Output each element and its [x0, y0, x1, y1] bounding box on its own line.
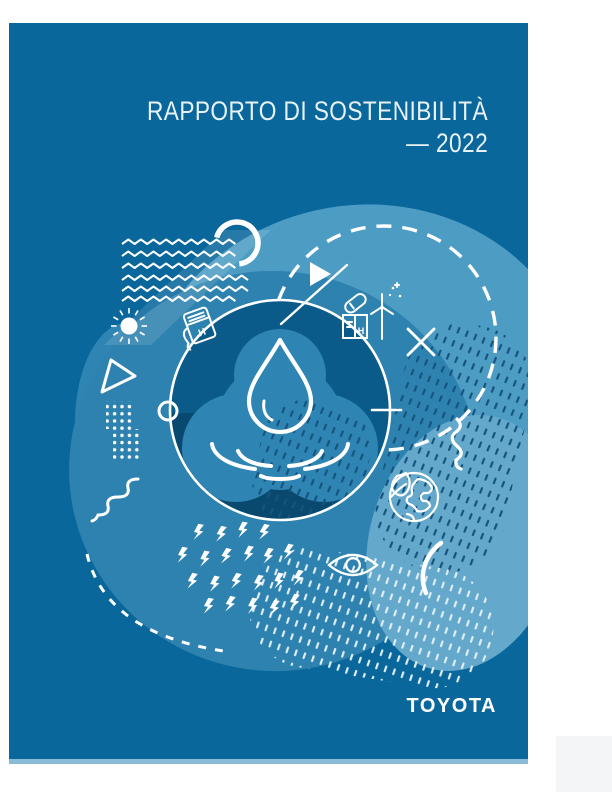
cover-title — [147, 95, 488, 159]
svg-text:H: H — [197, 326, 208, 340]
title-line-2: — 2022 — [406, 128, 488, 158]
toyota-logo: TOYOTA — [406, 695, 497, 717]
title-line-1: RAPPORTO DI SOSTENIBILITÀ — [146, 96, 488, 126]
next-page-corner — [556, 736, 612, 792]
report-cover-page — [9, 23, 528, 764]
svg-text:H: H — [357, 326, 365, 336]
bottom-edge-band — [9, 759, 528, 764]
